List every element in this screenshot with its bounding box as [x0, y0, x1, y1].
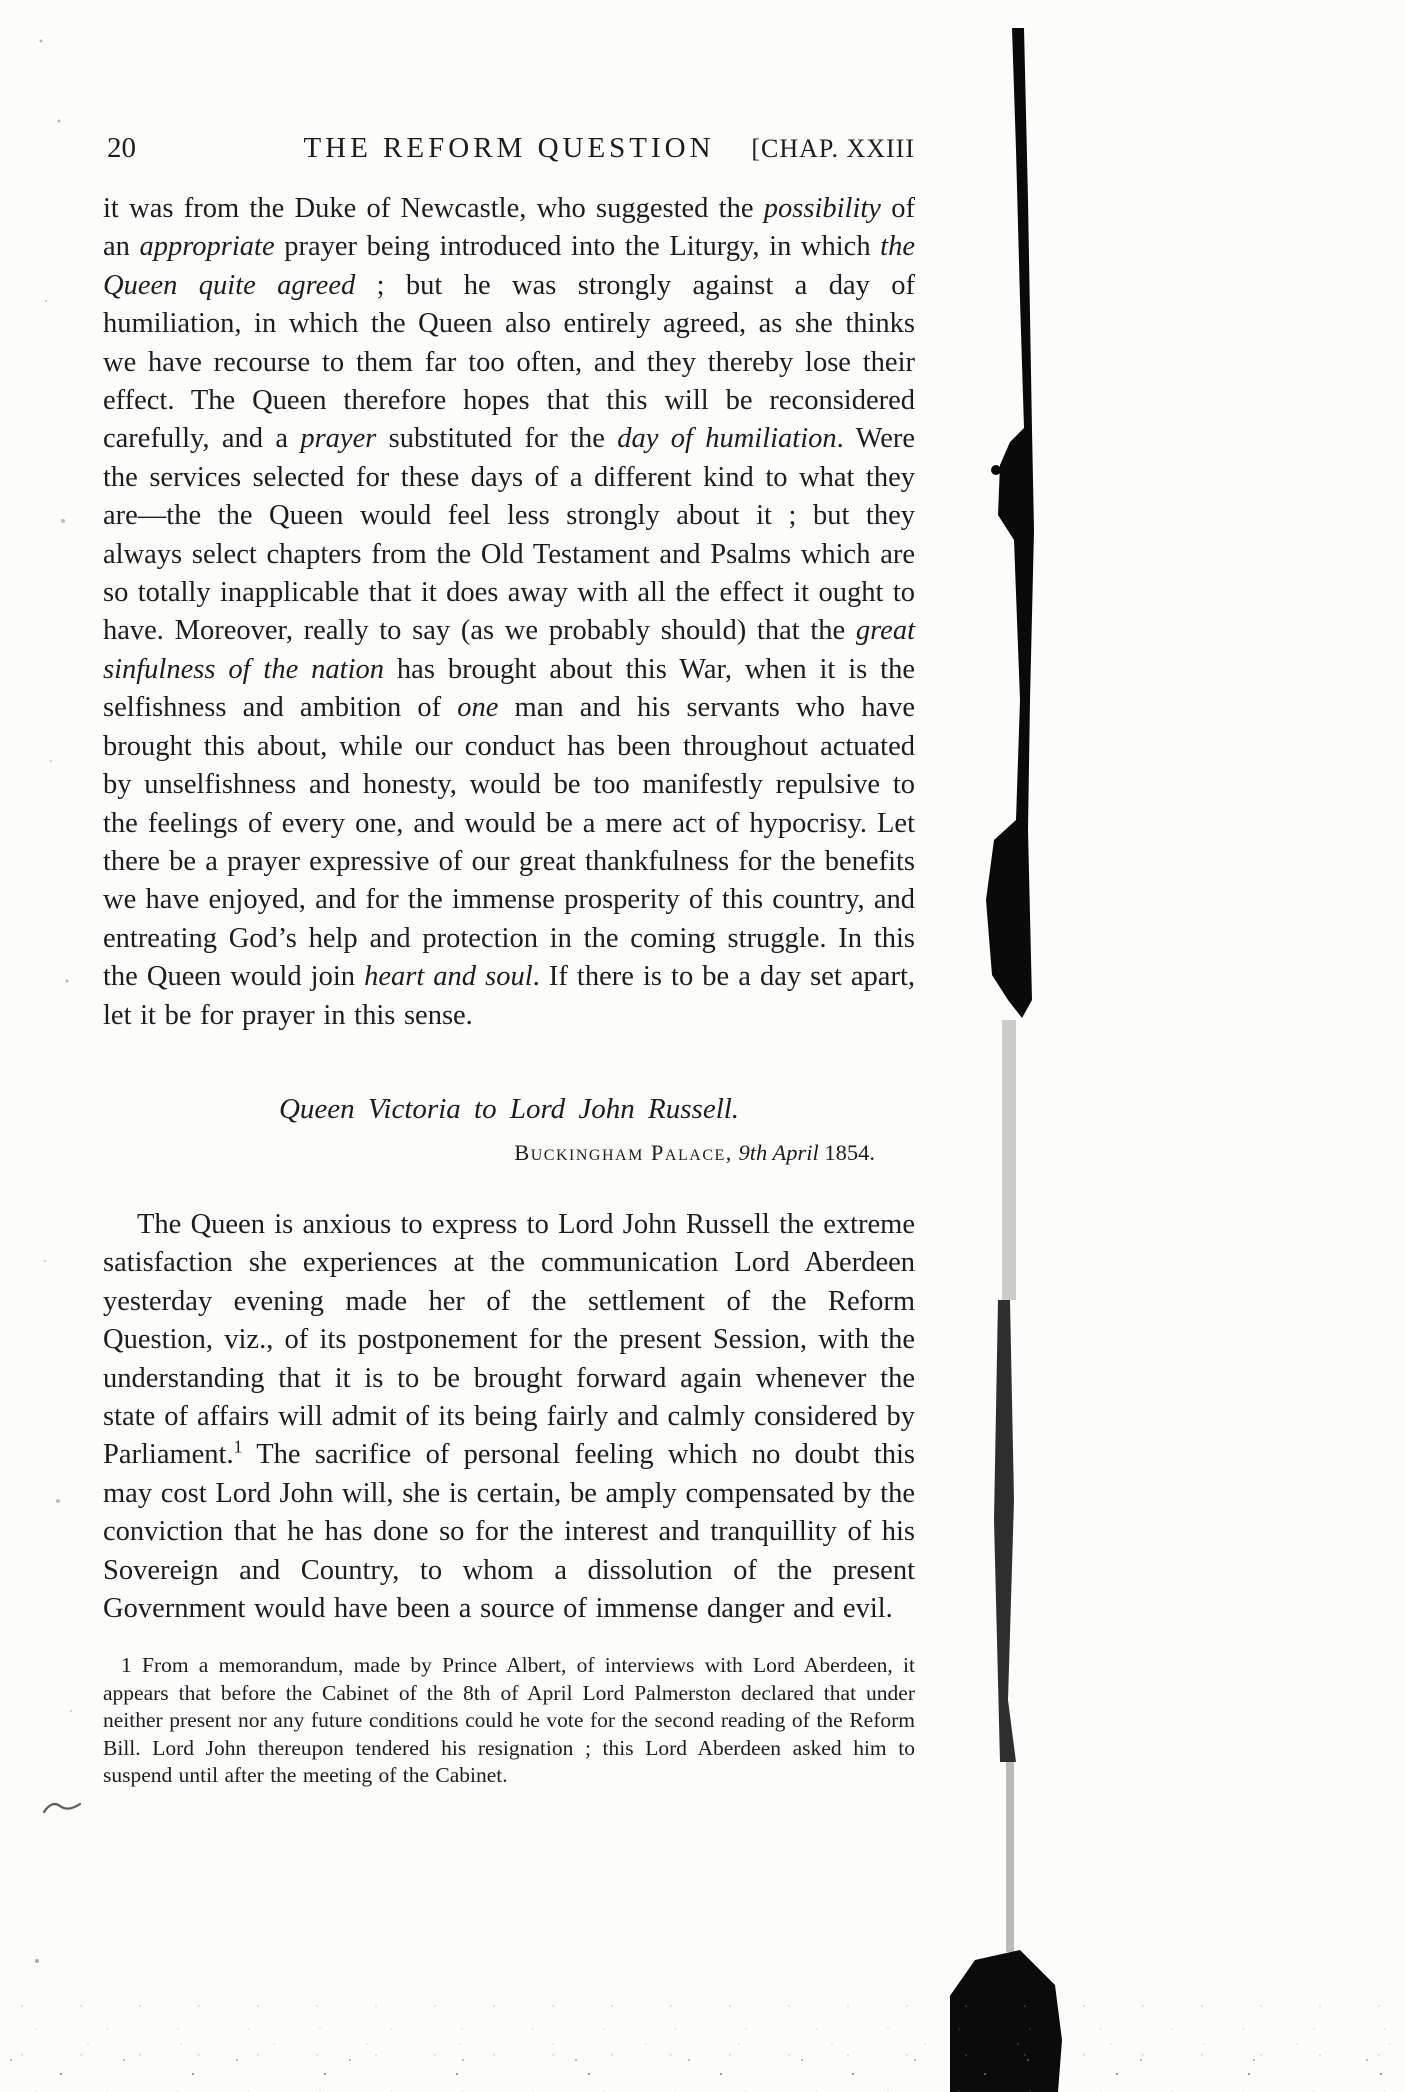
text-segment: 1 From a memorandum, made by Prince Albert, of interviews with Lord Aberdeen, it appears that before the Cabinet of the 8th of April Lord Palmerston declared that under neither present nor any future conditions could he vote for the second reading of the Reform Bill. Lord John thereupon tendered his resignation ; this Lord Aberdeen asked him to suspend until after the meeting of the Cabinet.	[103, 1653, 915, 1788]
text-segment: one	[457, 692, 499, 724]
letter-paragraph	[103, 1206, 915, 1628]
chapter-reference: [CHAP. XXIII	[751, 134, 915, 163]
text-segment: ; but he was strongly against a day of humiliation, in which the Queen also entirely agreed, as she thinks we have recourse to them far too often, and they thereby lose their effect. The Queen therefore hopes that this will be reconsidered carefully, and a	[103, 269, 915, 455]
letter-dateline	[103, 1140, 915, 1166]
text-segment: appropriate	[139, 231, 275, 263]
text-segment: substituted for the	[376, 423, 618, 455]
scan-noise-band	[0, 1988, 1405, 2092]
text-segment: of an	[103, 193, 915, 263]
text-segment: possibility	[763, 193, 881, 224]
letter-heading: Queen Victoria to Lord John Russell.	[278, 1092, 740, 1125]
running-title: THE REFORM QUESTION	[303, 132, 715, 164]
scan-speckles	[0, 0, 2, 2]
text-block	[103, 132, 915, 1790]
margin-pencil-mark	[40, 1792, 86, 1822]
scan-binding-shadow	[950, 0, 1090, 2092]
body-paragraph	[103, 190, 915, 1035]
text-segment: day of humiliation	[617, 423, 837, 455]
text-segment: prayer	[300, 423, 377, 455]
text-segment: the Queen quite agreed	[103, 231, 915, 301]
text-segment: great sinfulness of the nation	[103, 615, 915, 685]
text-segment: 1	[233, 1436, 243, 1457]
text-segment: prayer being introduced into the Liturgy, in which	[274, 231, 881, 263]
text-segment: heart and soul	[364, 961, 533, 993]
text-segment: The sacrifice of personal feeling which no doubt this may cost Lord John will, she is certain, be amply compensated by the conviction that he has done so for the interest and tranquillity of his Sovereign and Country, to whom a dissolution of the present Government would have been a source of immense danger and evil.	[103, 1439, 915, 1624]
footnote	[103, 1652, 915, 1790]
text-segment: . Were the services selected for these days of a different kind to what they are—the the Queen would feel less strongly about it ; but they always select chapters from the Old Testament and Psalms which are so totally inapplicable that it does away with all the effect it ought to have. Moreover, really to say (as we probably should) that the	[103, 423, 915, 647]
text-segment: Buckingham Palace,	[514, 1139, 733, 1165]
text-segment: The Queen is anxious to express to Lord John Russell the extreme satisfaction she experiences at the communication Lord Aberdeen yesterday evening made her of the settlement of the Reform Question, viz., of its postponement for the present Session, with the understanding that it is to be brought forward again whenever the state of affairs will admit of its being fairly and calmly considered by Parliament.	[103, 1208, 915, 1471]
text-segment: . If there is to be a day set apart, let it be for prayer in this sense.	[103, 961, 915, 1031]
text-segment: has brought about this War, when it is the selfishness and ambition of	[103, 653, 915, 724]
text-segment: man and his servants who have brought this about, while our conduct has been throughout actuated by unselfishness and honesty, would be too manifestly repulsive to the feelings of every one, and would be a mere act of hypocrisy. Let there be a prayer expressive of our great thankfulness for the benefits we have enjoyed, and for the immense prosperity of this country, and entreating God’s help and protection in the coming struggle. In this the Queen would join	[103, 692, 915, 993]
text-segment: 1854.	[824, 1139, 875, 1165]
page-number: 20	[107, 132, 136, 164]
text-segment: it was from the Duke of Newcastle, who suggested the	[103, 193, 764, 224]
text-segment: 9th April	[732, 1139, 825, 1165]
running-header	[103, 132, 915, 174]
